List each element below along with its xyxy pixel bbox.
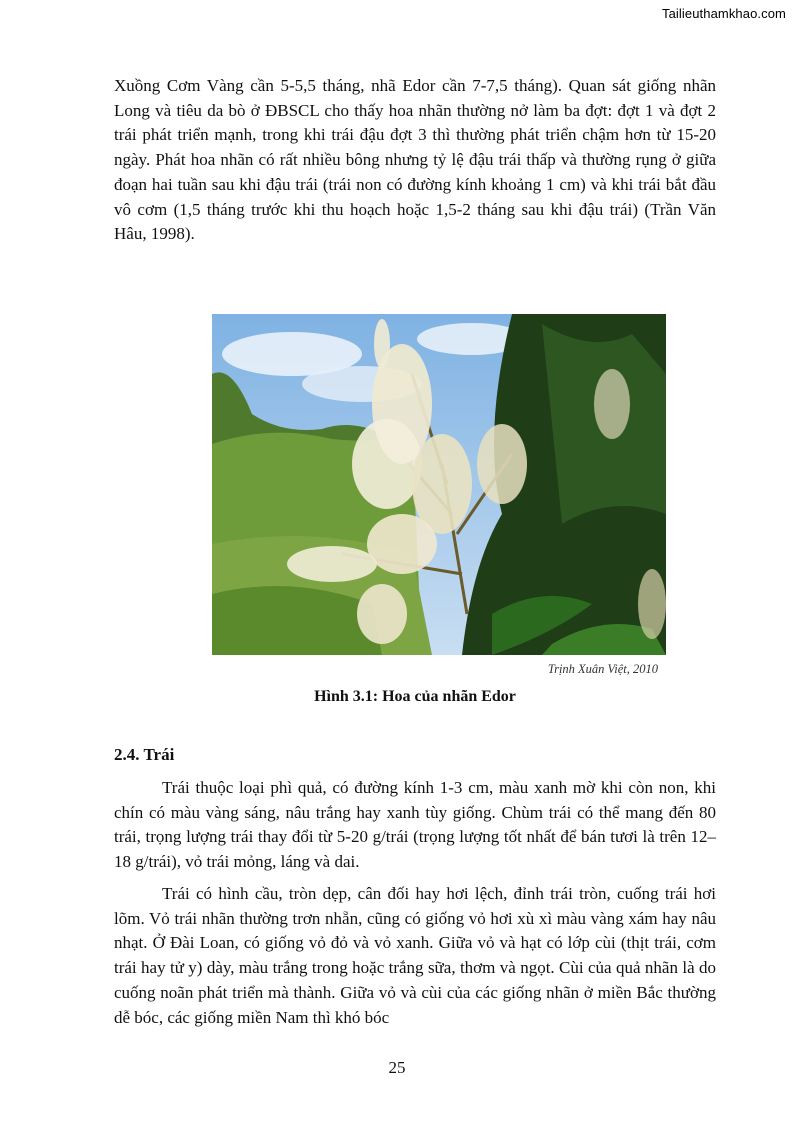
fruit-paragraph-2: Trái có hình cầu, tròn dẹp, cân đối hay hơi lệch, đỉnh trái tròn, cuống trái hơi lõm. Vỏ trái nhãn thường trơn nhẵn, cũng có giống vỏ hơi xù xì màu vàng xám hay nâu nhạt. Ở Đài Loan, có giống vỏ đỏ và vỏ xanh. Giữa vỏ và hạt có lớp cùi (thịt trái, cơm trái hay tử y) dày, màu trắng trong hoặc trắng sữa, thơm và ngọt. Cùi của quả nhãn là do cuống noãn phát triển mà thành. Giữa vỏ và cùi của các giống nhãn ở miền Bắc thường dễ bóc, các giống miền Nam thì khó bóc bbox=[114, 884, 716, 1027]
figure-caption: Hình 3.1: Hoa của nhãn Edor bbox=[314, 688, 516, 705]
page-number: 25 bbox=[388, 1058, 406, 1077]
section-heading: 2.4. Trái bbox=[114, 745, 175, 764]
photo-credit: Trịnh Xuân Việt, 2010 bbox=[547, 662, 658, 676]
intro-paragraph: Xuồng Cơm Vàng cần 5-5,5 tháng, nhã Edor cần 7-7,5 tháng). Quan sát giống nhãn Long và tiêu da bò ở ĐBSCL cho thấy hoa nhãn thường nở làm ba đợt: đợt 1 và đợt 2 trái phát triển mạnh, trong khi trái đậu đợt 3 thì thường phát triển chậm hơn từ 15-20 ngày. Phát hoa nhãn có rất nhiều bông nhưng tỷ lệ đậu trái thấp và thường rụng ở giữa đoạn hai tuần sau khi đậu trái (trái non có đường kính khoảng 1 cm) và khi trái bắt đầu vô cơm (1,5 tháng trước khi thu hoạch hoặc 1,5-2 tháng sau khi đậu trái) (Trần Văn Hâu, 1998). bbox=[114, 76, 716, 244]
longan-flower-photo bbox=[212, 314, 666, 655]
fruit-paragraph-1: Trái thuộc loại phì quả, có đường kính 1-3 cm, màu xanh mờ khi còn non, khi chín có màu vàng sáng, nâu trắng hay xanh tùy giống. Chùm trái có thể mang đến 80 trái, trọng lượng trái thay đổi từ 5-20 g/trái (trọng lượng tốt nhất để bán tươi là trên 12–18 g/trái), vỏ trái mỏng, láng và dai. bbox=[114, 778, 716, 872]
site-watermark: Tailieuthamkhao.com bbox=[661, 6, 786, 21]
